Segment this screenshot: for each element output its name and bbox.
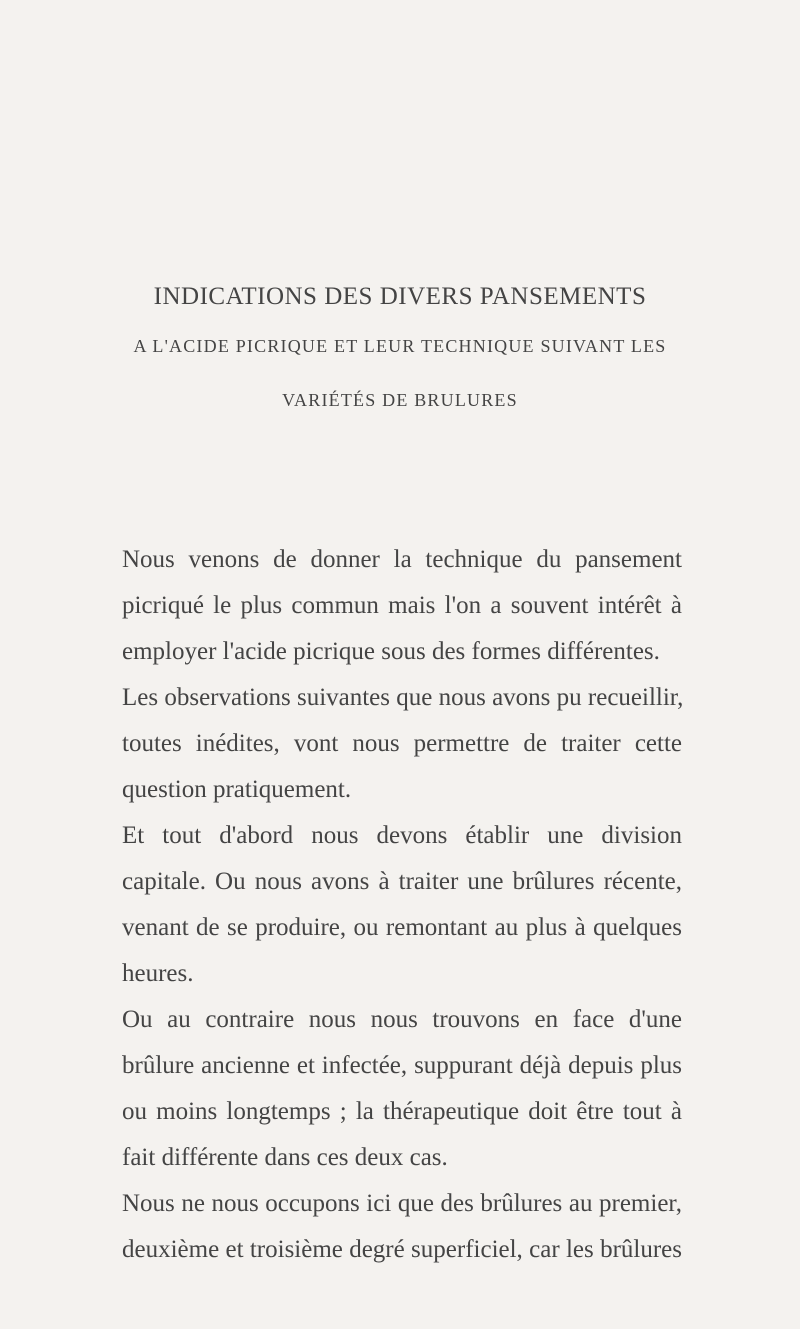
text-line: capitale. Ou nous avons à traiter une brûlures récente, <box>122 868 682 895</box>
text-line: picriqué le plus commun mais l'on a souvent intérêt à <box>122 592 682 619</box>
paragraph-3 <box>122 813 682 997</box>
text-line: question pratiquement. <box>122 776 352 803</box>
text-line: ou moins longtemps ; la thérapeutique doit être tout à <box>122 1098 682 1125</box>
paragraph-1 <box>122 537 682 675</box>
paragraph-5 <box>122 1181 682 1273</box>
text-line: Et tout d'abord nous devons établir une division <box>122 822 682 849</box>
text-line: deuxième et troisième degré superficiel, car les brûlures <box>122 1236 682 1263</box>
text-line: venant de se produire, ou remontant au plus à quelques <box>122 914 682 941</box>
text-line: Nous ne nous occupons ici que des brûlures au premier, <box>122 1190 682 1217</box>
chapter-subtitle-line-2: VARIÉTÉS DE BRULURES <box>282 390 518 410</box>
paragraph-4 <box>122 997 682 1181</box>
text-line: Nous venons de donner la technique du pansement <box>122 546 682 573</box>
chapter-subtitle-line-1: A L'ACIDE PICRIQUE ET LEUR TECHNIQUE SUIVANT LES <box>133 336 667 356</box>
text-line: toutes inédites, vont nous permettre de traiter cette <box>122 730 682 757</box>
text-line: fait différente dans ces deux cas. <box>122 1144 448 1171</box>
text-line: heures. <box>122 960 194 987</box>
text-line: Ou au contraire nous nous trouvons en face d'une <box>122 1006 682 1033</box>
paragraph-2 <box>122 675 682 813</box>
body-text <box>122 537 682 1273</box>
text-line: employer l'acide picrique sous des formes différentes. <box>122 638 660 665</box>
chapter-title: INDICATIONS DES DIVERS PANSEMENTS <box>153 283 647 310</box>
text-line: Les observations suivantes que nous avons pu recueillir, <box>122 684 684 711</box>
text-line: brûlure ancienne et infectée, suppurant déjà depuis plus <box>122 1052 682 1079</box>
